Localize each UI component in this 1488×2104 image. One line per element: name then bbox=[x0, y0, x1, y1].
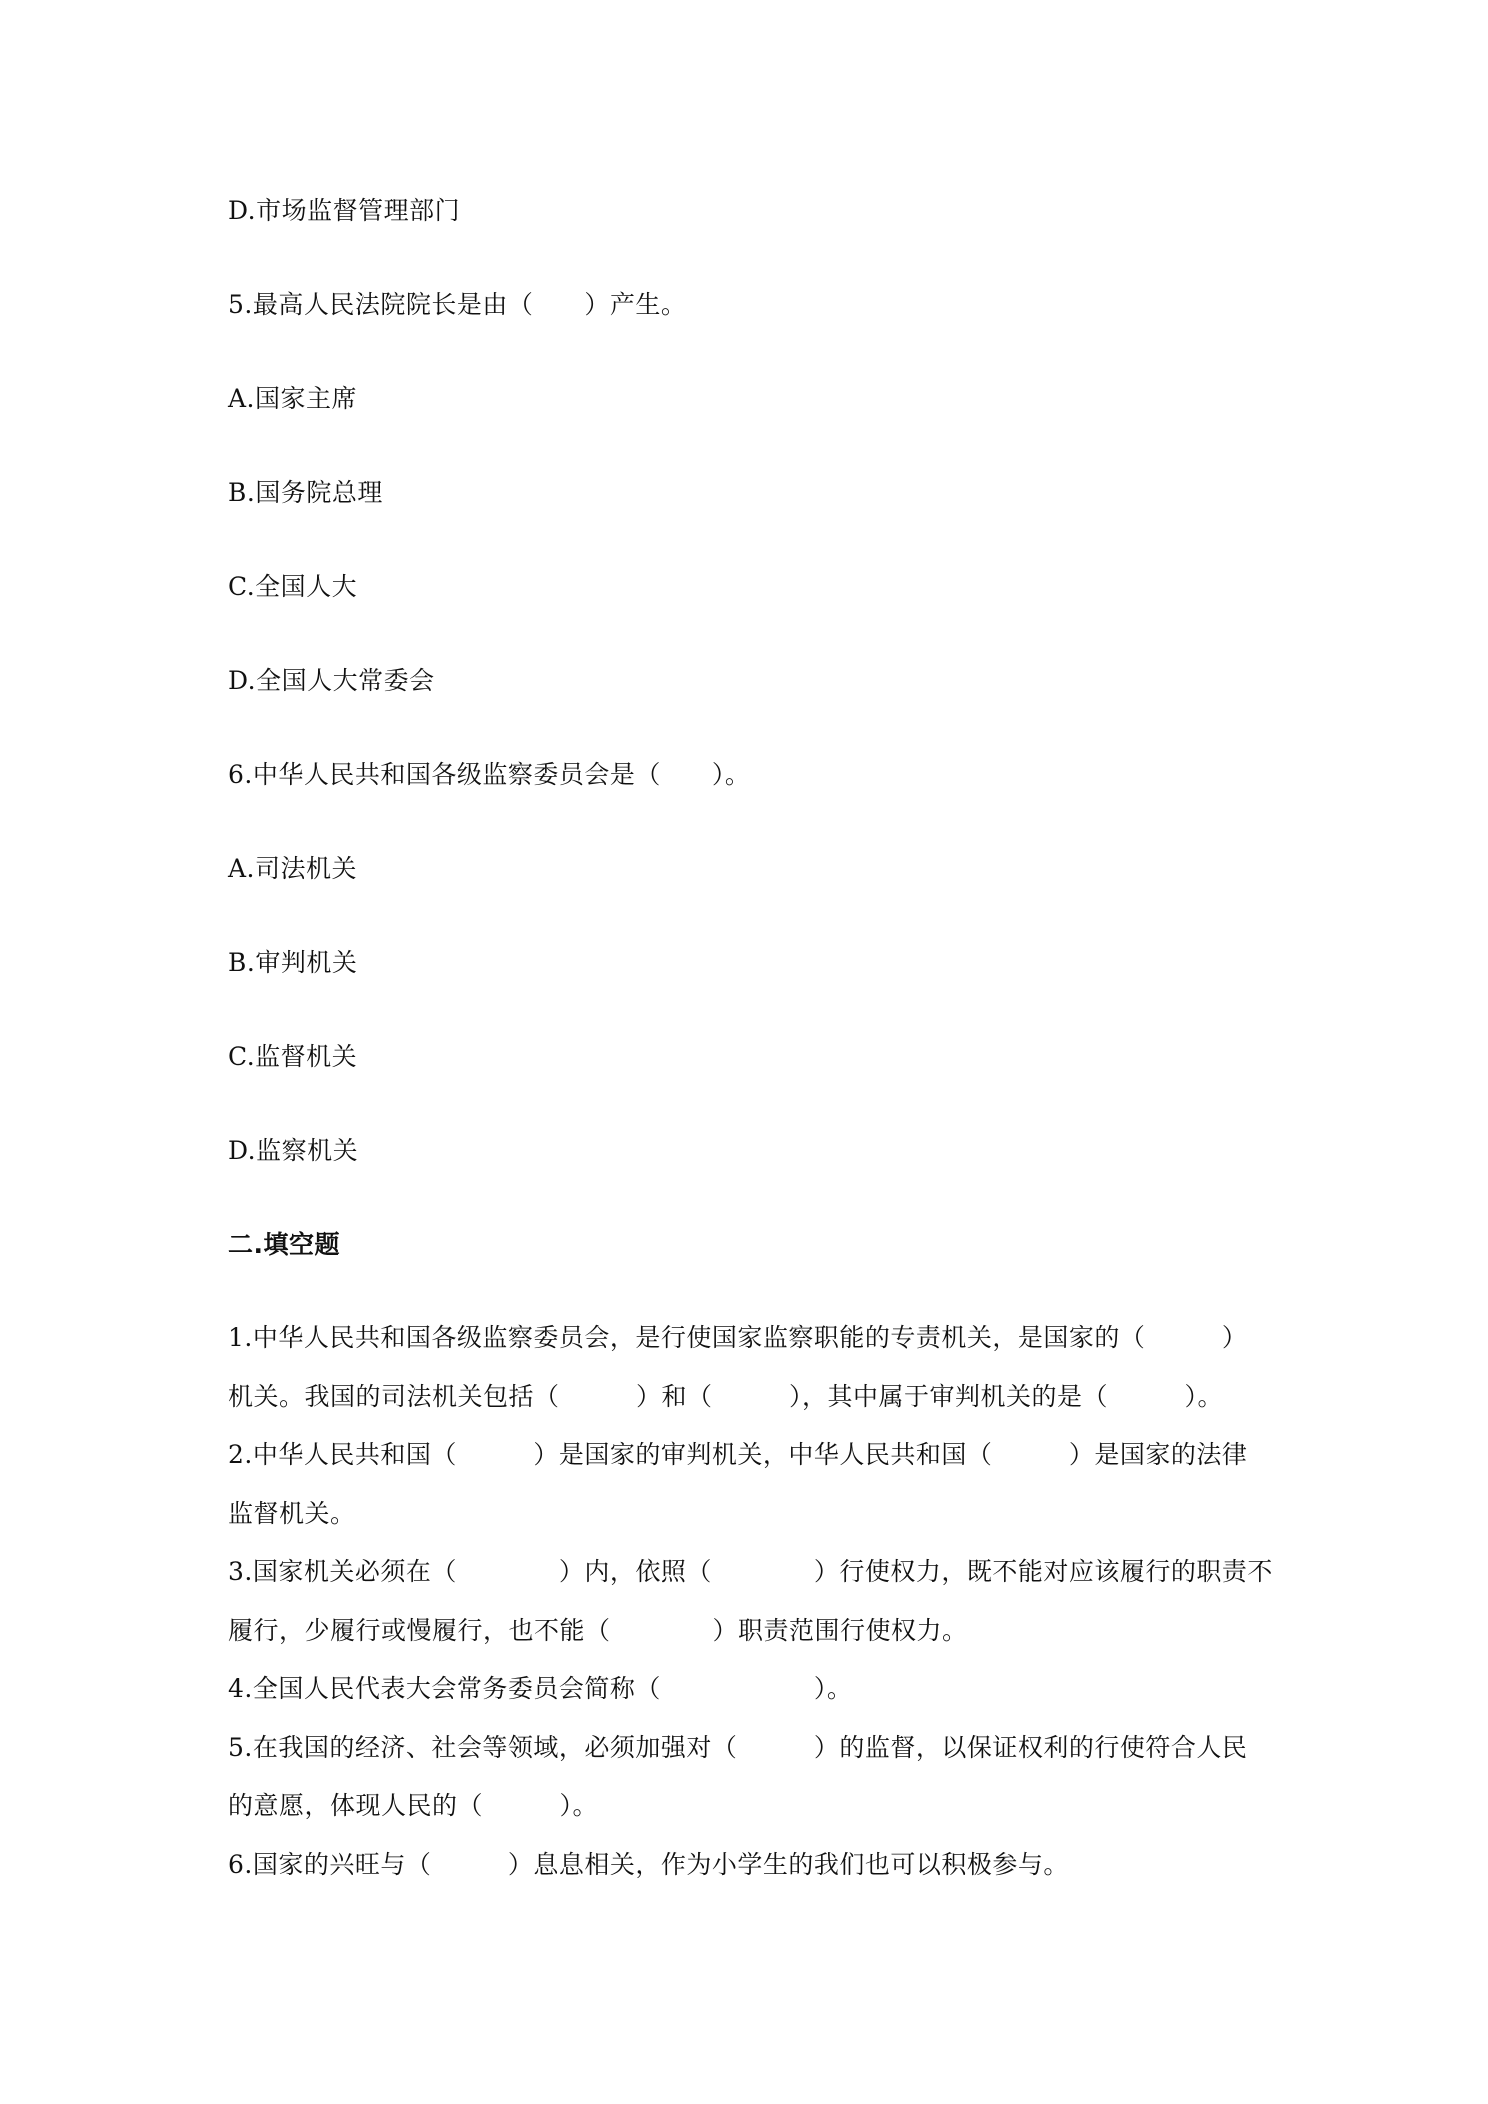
q5-option-d: D.全国人大常委会 bbox=[228, 666, 435, 695]
q6-option-a: A.司法机关 bbox=[228, 854, 358, 883]
q5-option-c: C.全国人大 bbox=[228, 572, 358, 601]
fill-q2-line2: 监督机关。 bbox=[228, 1499, 356, 1528]
fill-q2-line1: 2.中华人民共和国（ ）是国家的审判机关，中华人民共和国（ ）是国家的法律 bbox=[228, 1440, 1248, 1469]
q6-option-b: B.审判机关 bbox=[228, 948, 358, 977]
fill-q4: 4.全国人民代表大会常务委员会简称（ ）。 bbox=[228, 1674, 853, 1703]
fill-q3-line2: 履行，少履行或慢履行，也不能（ ）职责范围行使权力。 bbox=[228, 1616, 968, 1645]
q5-stem: 5.最高人民法院院长是由（ ）产生。 bbox=[228, 290, 687, 319]
fill-q5-line2: 的意愿，体现人民的（ ）。 bbox=[228, 1791, 599, 1820]
q5-option-a: A.国家主席 bbox=[228, 384, 358, 413]
q5-option-b: B.国务院总理 bbox=[228, 478, 383, 507]
fill-q6: 6.国家的兴旺与（ ）息息相关，作为小学生的我们也可以积极参与。 bbox=[228, 1850, 1069, 1879]
q4-option-d: D.市场监督管理部门 bbox=[228, 196, 461, 225]
section-heading-fill-blank: 二.填空题 bbox=[228, 1230, 340, 1259]
fill-q3-line1: 3.国家机关必须在（ ）内，依照（ ）行使权力，既不能对应该履行的职责不 bbox=[228, 1557, 1273, 1586]
fill-q5-line1: 5.在我国的经济、社会等领域，必须加强对（ ）的监督，以保证权利的行使符合人民 bbox=[228, 1733, 1248, 1762]
q6-option-d: D.监察机关 bbox=[228, 1136, 359, 1165]
q6-option-c: C.监督机关 bbox=[228, 1042, 358, 1071]
fill-q1-line2: 机关。我国的司法机关包括（ ）和（ ），其中属于审判机关的是（ ）。 bbox=[228, 1382, 1224, 1411]
fill-q1-line1: 1.中华人民共和国各级监察委员会，是行使国家监察职能的专责机关，是国家的（ ） bbox=[228, 1323, 1248, 1352]
q6-stem: 6.中华人民共和国各级监察委员会是（ ）。 bbox=[228, 760, 751, 789]
